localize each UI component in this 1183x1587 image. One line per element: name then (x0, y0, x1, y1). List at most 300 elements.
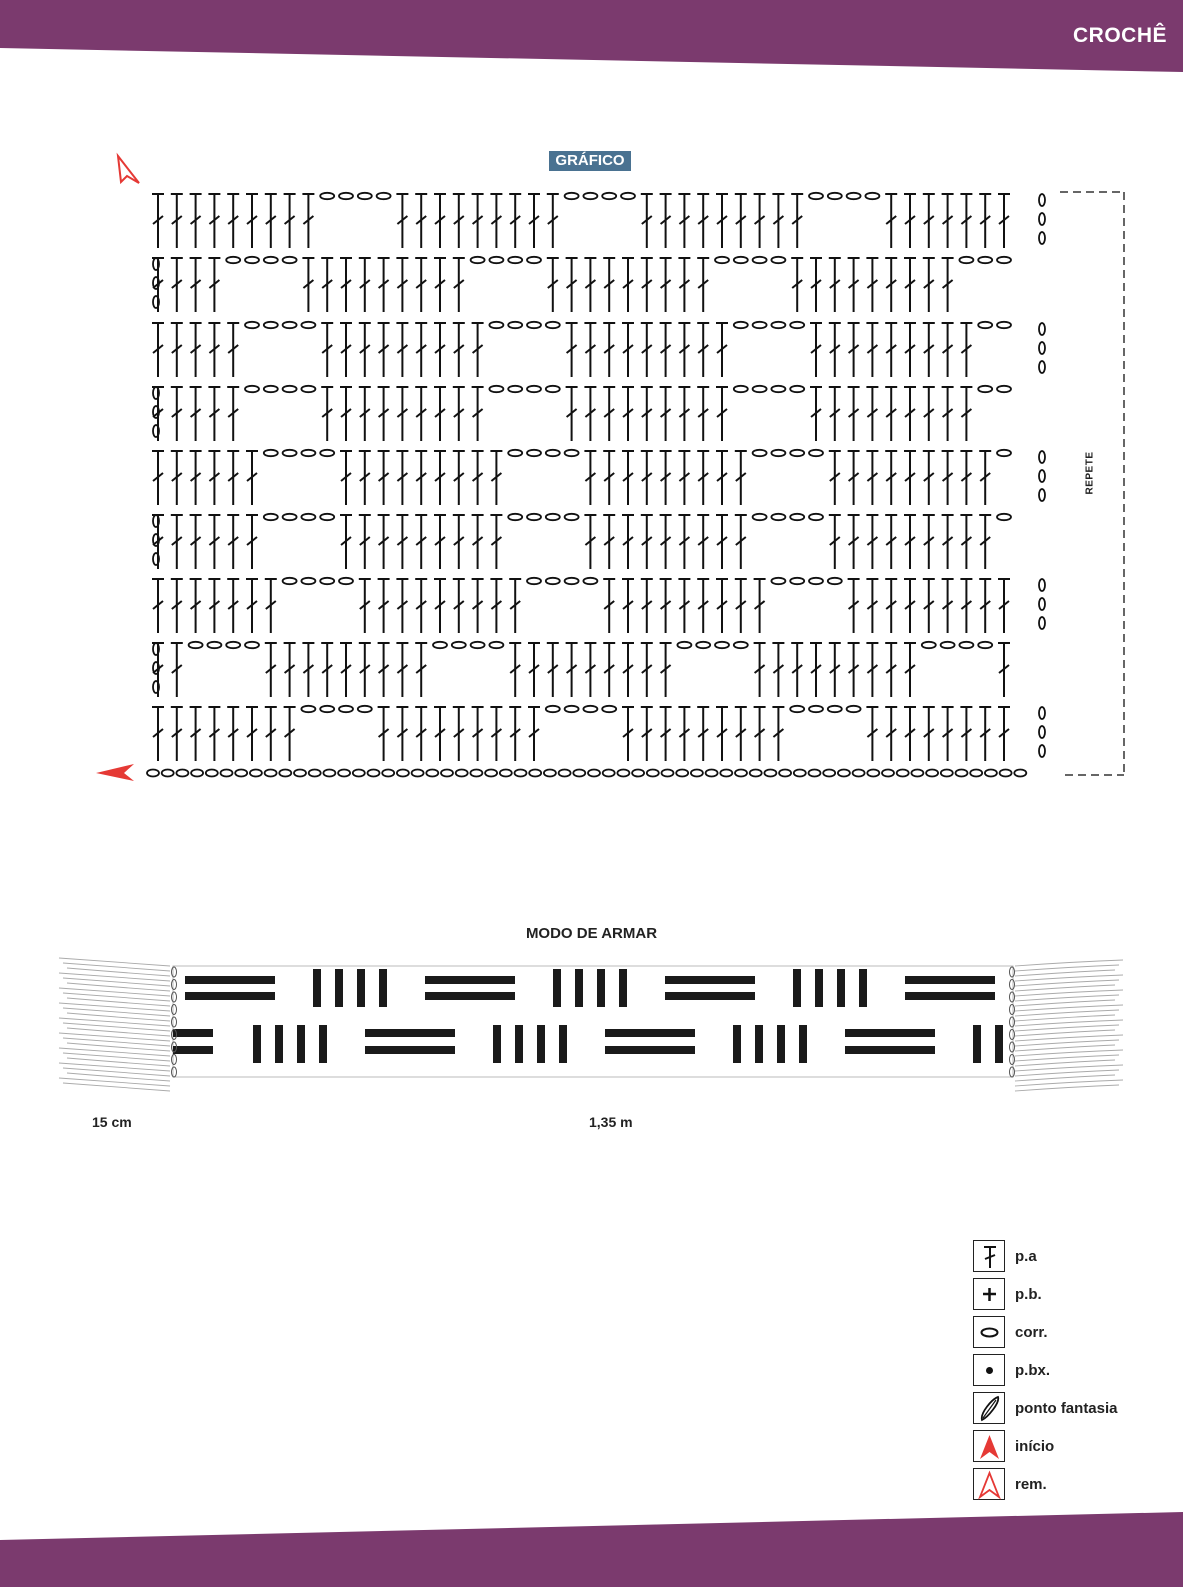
dc-stitch (697, 323, 709, 377)
chain-stitch (715, 257, 729, 263)
chain-stitch (1000, 770, 1012, 777)
dc-stitch (603, 643, 615, 697)
dc-stitch (152, 579, 164, 633)
dc-stitch (359, 323, 371, 377)
dc-stitch (378, 643, 390, 697)
chain-stitch (662, 770, 674, 777)
chain-stitch (320, 450, 334, 456)
dc-stitch (923, 194, 935, 248)
dc-stitch (678, 194, 690, 248)
dc-stitch (453, 707, 465, 761)
dc-stitch (810, 258, 822, 312)
dc-stitch (942, 515, 954, 569)
fancy-stitch-icon (974, 1393, 1006, 1425)
fringe-left (59, 958, 170, 1091)
dc-stitch (472, 323, 484, 377)
dc-stitch (622, 579, 634, 633)
dc-stitch (848, 258, 860, 312)
chain-stitch (790, 322, 804, 328)
chain-stitch (546, 706, 560, 712)
dc-stitch (810, 643, 822, 697)
chain-stitch (358, 706, 372, 712)
dc-stitch (885, 387, 897, 441)
dc-stitch (434, 707, 446, 761)
chain-stitch (828, 193, 842, 199)
chain-stitch (809, 770, 821, 777)
chain-stitch (207, 642, 221, 648)
dc-stitch (735, 515, 747, 569)
chain-stitch (489, 386, 503, 392)
dc-stitch (641, 258, 653, 312)
dc-stitch (660, 387, 672, 441)
chain-stitch (978, 642, 992, 648)
chain-stitch (978, 257, 992, 263)
dc-stitch (960, 387, 972, 441)
legend-item-sc (973, 1278, 1173, 1312)
dc-stitch (848, 515, 860, 569)
dc-stitch (735, 451, 747, 505)
dc-stitch (979, 515, 991, 569)
chain-stitch (559, 770, 571, 777)
dc-stitch (340, 451, 352, 505)
turning-chain (1039, 232, 1045, 244)
chain-stitch (527, 450, 541, 456)
chain-stitch (696, 642, 710, 648)
chain-stitch (294, 770, 306, 777)
chain-stitch (764, 770, 776, 777)
dc-stitch (979, 579, 991, 633)
dc-stitch (697, 387, 709, 441)
dc-stitch (378, 515, 390, 569)
dc-stitch (490, 515, 502, 569)
dc-stitch (791, 258, 803, 312)
dc-stitch (171, 579, 183, 633)
dc-stitch (603, 387, 615, 441)
chain-stitch (301, 322, 315, 328)
dc-stitch (678, 579, 690, 633)
dc-stitch (190, 194, 202, 248)
dc-stitch (641, 643, 653, 697)
chain-stitch (508, 450, 522, 456)
dc-stitch (772, 643, 784, 697)
turning-chain (153, 553, 159, 565)
legend-item-fancy (973, 1392, 1173, 1426)
dc-stitch (960, 451, 972, 505)
fringe-strand (63, 1053, 170, 1061)
turning-chain (1039, 323, 1045, 335)
dc-stitch (923, 707, 935, 761)
dc-stitch (302, 194, 314, 248)
chain-stitch (997, 450, 1011, 456)
chain-stitch (189, 642, 203, 648)
fringe-strand (63, 1068, 170, 1076)
dc-stitch (415, 515, 427, 569)
chain-stitch (809, 450, 823, 456)
dc-stitch (171, 451, 183, 505)
dc-stitch (227, 515, 239, 569)
dc-stitch (641, 323, 653, 377)
dc-stitch (697, 194, 709, 248)
chain-stitch (603, 770, 615, 777)
dc-stitch (866, 387, 878, 441)
chain-stitch (382, 770, 394, 777)
chain-stitch (508, 257, 522, 263)
dc-stitch (453, 387, 465, 441)
chain-stitch (527, 514, 541, 520)
dc-stitch (378, 579, 390, 633)
dc-stitch (942, 579, 954, 633)
chain-stitch (412, 770, 424, 777)
turning-chain (1039, 213, 1045, 225)
turning-chain (1039, 617, 1045, 629)
dc-stitch (810, 387, 822, 441)
chain-stitch (264, 322, 278, 328)
dc-stitch (960, 323, 972, 377)
fringe-strand (1015, 985, 1115, 991)
dc-stitch (678, 323, 690, 377)
dc-stitch (321, 387, 333, 441)
chain-stitch (734, 257, 748, 263)
legend-label: ponto fantasia (1015, 1400, 1118, 1417)
chain-stitch (790, 514, 804, 520)
dc-stitch (904, 579, 916, 633)
sc-icon (974, 1279, 1006, 1311)
dc-stitch (378, 451, 390, 505)
fringe-strand (59, 1063, 170, 1071)
chain-stitch (617, 770, 629, 777)
chain-stitch (527, 322, 541, 328)
chain-stitch (823, 770, 835, 777)
dc-stitch (735, 194, 747, 248)
chain-stitch (706, 770, 718, 777)
chain-stitch (245, 386, 259, 392)
dc-stitch (396, 707, 408, 761)
dc-stitch (340, 387, 352, 441)
chain-stitch (264, 450, 278, 456)
chain-stitch (508, 322, 522, 328)
chain-stitch (264, 386, 278, 392)
dc-stitch (584, 451, 596, 505)
dc-stitch (923, 515, 935, 569)
turning-chain (1039, 745, 1045, 757)
dc-stitch (528, 194, 540, 248)
dc-stitch (171, 643, 183, 697)
dc-stitch (942, 323, 954, 377)
legend-item-start (973, 1430, 1173, 1464)
chain-stitch (753, 386, 767, 392)
dc-stitch (603, 258, 615, 312)
dc-stitch (152, 323, 164, 377)
dc-stitch (848, 643, 860, 697)
turning-chain (1039, 361, 1045, 373)
dc-stitch (190, 515, 202, 569)
slip-stitch-icon (974, 1355, 1006, 1387)
dc-stitch (923, 451, 935, 505)
chain-stitch (456, 770, 468, 777)
dc-stitch (622, 643, 634, 697)
dc-stitch (942, 387, 954, 441)
dc-stitch (942, 194, 954, 248)
dc-stitch (152, 194, 164, 248)
repeat-label: REPETE (1084, 451, 1096, 495)
chain-stitch (790, 450, 804, 456)
dc-stitch (246, 579, 258, 633)
fringe-strand (1015, 1015, 1115, 1021)
dc-stitch (960, 707, 972, 761)
chain-stitch (865, 193, 879, 199)
dc-stitch (171, 387, 183, 441)
dc-stitch (960, 515, 972, 569)
chain-stitch (647, 770, 659, 777)
fringe-strand (63, 1008, 170, 1016)
dc-stitch (697, 515, 709, 569)
chain-stitch (245, 257, 259, 263)
dc-stitch (678, 451, 690, 505)
dc-stitch (246, 515, 258, 569)
dc-stitch (810, 323, 822, 377)
chart-row (152, 706, 1045, 761)
chain-icon (974, 1317, 1006, 1349)
dc-stitch (603, 515, 615, 569)
chain-stitch (959, 642, 973, 648)
dc-stitch (190, 579, 202, 633)
turning-chain (1039, 726, 1045, 738)
dc-stitch (716, 515, 728, 569)
chain-stitch (226, 642, 240, 648)
dc-stitch (622, 258, 634, 312)
chain-stitch (339, 193, 353, 199)
dc-stitch (246, 451, 258, 505)
fringe-strand (1015, 1030, 1115, 1036)
length-dimension: 1,35 m (589, 1114, 633, 1130)
dc-stitch (904, 387, 916, 441)
legend-label: p.bx. (1015, 1362, 1051, 1379)
chain-stitch (583, 193, 597, 199)
chain-stitch (265, 770, 277, 777)
dc-stitch (866, 451, 878, 505)
chain-stitch (897, 770, 909, 777)
start-arrow-icon (96, 764, 134, 781)
legend-item-slip (973, 1354, 1173, 1388)
chain-stitch (771, 257, 785, 263)
chain-stitch (771, 322, 785, 328)
dc-stitch (904, 194, 916, 248)
chain-stitch (489, 257, 503, 263)
dc-stitch (716, 387, 728, 441)
dc-stitch (566, 258, 578, 312)
chain-stitch (301, 514, 315, 520)
dc-stitch (434, 387, 446, 441)
chain-stitch (941, 642, 955, 648)
dc-stitch (171, 258, 183, 312)
chain-stitch (771, 514, 785, 520)
turning-chain (153, 406, 159, 418)
chain-stitch (847, 706, 861, 712)
dc-stitch (904, 515, 916, 569)
dc-stitch (829, 258, 841, 312)
dc-stitch (378, 387, 390, 441)
dc-stitch (885, 643, 897, 697)
legend-item-rem (973, 1468, 1173, 1502)
dc-stitch (340, 323, 352, 377)
fringe-strand (63, 1083, 170, 1091)
chain-stitch (677, 642, 691, 648)
dc-stitch (472, 194, 484, 248)
chain-stitch (970, 770, 982, 777)
chain-stitch (565, 450, 579, 456)
chain-stitch (527, 386, 541, 392)
chain-stitch (794, 770, 806, 777)
dc-stitch (678, 387, 690, 441)
dc-stitch (265, 643, 277, 697)
dc-stitch (998, 579, 1010, 633)
dc-stitch (396, 579, 408, 633)
turning-chain (153, 662, 159, 674)
chain-stitch (583, 578, 597, 584)
dc-stitch (848, 323, 860, 377)
dc-stitch (584, 643, 596, 697)
dc-stitch (829, 451, 841, 505)
chain-stitch (750, 770, 762, 777)
chain-stitch (602, 706, 616, 712)
chain-stitch (283, 514, 297, 520)
chain-stitch (926, 770, 938, 777)
dc-stitch (415, 194, 427, 248)
dc-stitch (284, 643, 296, 697)
chain-stitch (264, 514, 278, 520)
fringe-strand (63, 993, 170, 1001)
dc-stitch (866, 258, 878, 312)
chain-stitch (471, 257, 485, 263)
chain-stitch (191, 770, 203, 777)
dc-stitch (697, 258, 709, 312)
chain-stitch (433, 642, 447, 648)
dc-stitch (434, 451, 446, 505)
dc-stitch (791, 643, 803, 697)
dc-stitch (509, 579, 521, 633)
turning-chain (1039, 579, 1045, 591)
chain-stitch (779, 770, 791, 777)
dc-stitch (359, 258, 371, 312)
chart-row (152, 322, 1045, 377)
dc-stitch (904, 707, 916, 761)
dc-stitch (472, 579, 484, 633)
chart-row (152, 642, 1010, 697)
chain-stitch (339, 578, 353, 584)
dc-stitch (716, 194, 728, 248)
dc-stitch (923, 258, 935, 312)
dc-stitch (697, 451, 709, 505)
turning-chain (1039, 598, 1045, 610)
chain-stitch (320, 514, 334, 520)
fringe-strand (1015, 1000, 1115, 1006)
dc-stitch (227, 707, 239, 761)
chain-stitch (565, 514, 579, 520)
chain-stitch (162, 770, 174, 777)
dc-stitch (885, 194, 897, 248)
turning-chain (1039, 489, 1045, 501)
chart-row (152, 386, 1011, 441)
chart-row (152, 193, 1045, 248)
chain-stitch (828, 706, 842, 712)
turning-chain (153, 258, 159, 270)
dc-stitch (716, 323, 728, 377)
dc-stitch (208, 515, 220, 569)
dc-stitch (622, 451, 634, 505)
chain-stitch (283, 578, 297, 584)
fringe-strand (59, 1033, 170, 1041)
dc-stitch (227, 194, 239, 248)
fringe-strand (1015, 970, 1115, 976)
dc-stitch (584, 387, 596, 441)
chain-stitch (206, 770, 218, 777)
dc-stitch (885, 579, 897, 633)
dc-stitch (829, 515, 841, 569)
dc-stitch (716, 579, 728, 633)
dc-stitch (171, 707, 183, 761)
dc-stitch (208, 579, 220, 633)
chain-stitch (978, 322, 992, 328)
chain-stitch (753, 257, 767, 263)
dc-stitch (359, 515, 371, 569)
chain-stitch (283, 386, 297, 392)
chain-stitch (809, 706, 823, 712)
dc-stitch (772, 707, 784, 761)
chain-stitch (339, 706, 353, 712)
dc-stitch (434, 258, 446, 312)
chain-stitch (283, 257, 297, 263)
chain-stitch (997, 322, 1011, 328)
chain-stitch (997, 386, 1011, 392)
dc-stitch (321, 643, 333, 697)
dc-stitch (660, 323, 672, 377)
dc-stitch (660, 707, 672, 761)
chart-title: GRÁFICO (549, 151, 631, 171)
chain-stitch (301, 386, 315, 392)
dc-stitch (415, 643, 427, 697)
dc-stitch (378, 707, 390, 761)
dc-stitch (246, 707, 258, 761)
dc-stitch (866, 579, 878, 633)
chain-stitch (301, 706, 315, 712)
dc-stitch (998, 643, 1010, 697)
chain-stitch (956, 770, 968, 777)
chain-stitch (565, 578, 579, 584)
dc-stitch (904, 451, 916, 505)
chain-stitch (368, 770, 380, 777)
chain-stitch (221, 770, 233, 777)
dc-stitch (660, 258, 672, 312)
dc-stitch (152, 451, 164, 505)
dc-stitch (190, 258, 202, 312)
dc-stitch (190, 707, 202, 761)
chain-stitch (583, 706, 597, 712)
dc-stitch (584, 515, 596, 569)
chain-stitch (959, 257, 973, 263)
chain-stitch (882, 770, 894, 777)
dc-stitch (208, 387, 220, 441)
chain-stitch (500, 770, 512, 777)
chain-stitch (715, 642, 729, 648)
legend-label: rem. (1015, 1476, 1047, 1493)
dc-stitch (528, 707, 540, 761)
dc-stitch (321, 323, 333, 377)
rem-arrow-icon (974, 1469, 1006, 1501)
dc-stitch (866, 323, 878, 377)
section-title: CROCHÊ (1072, 24, 1167, 47)
dc-stitch (754, 194, 766, 248)
dc-stitch (641, 515, 653, 569)
